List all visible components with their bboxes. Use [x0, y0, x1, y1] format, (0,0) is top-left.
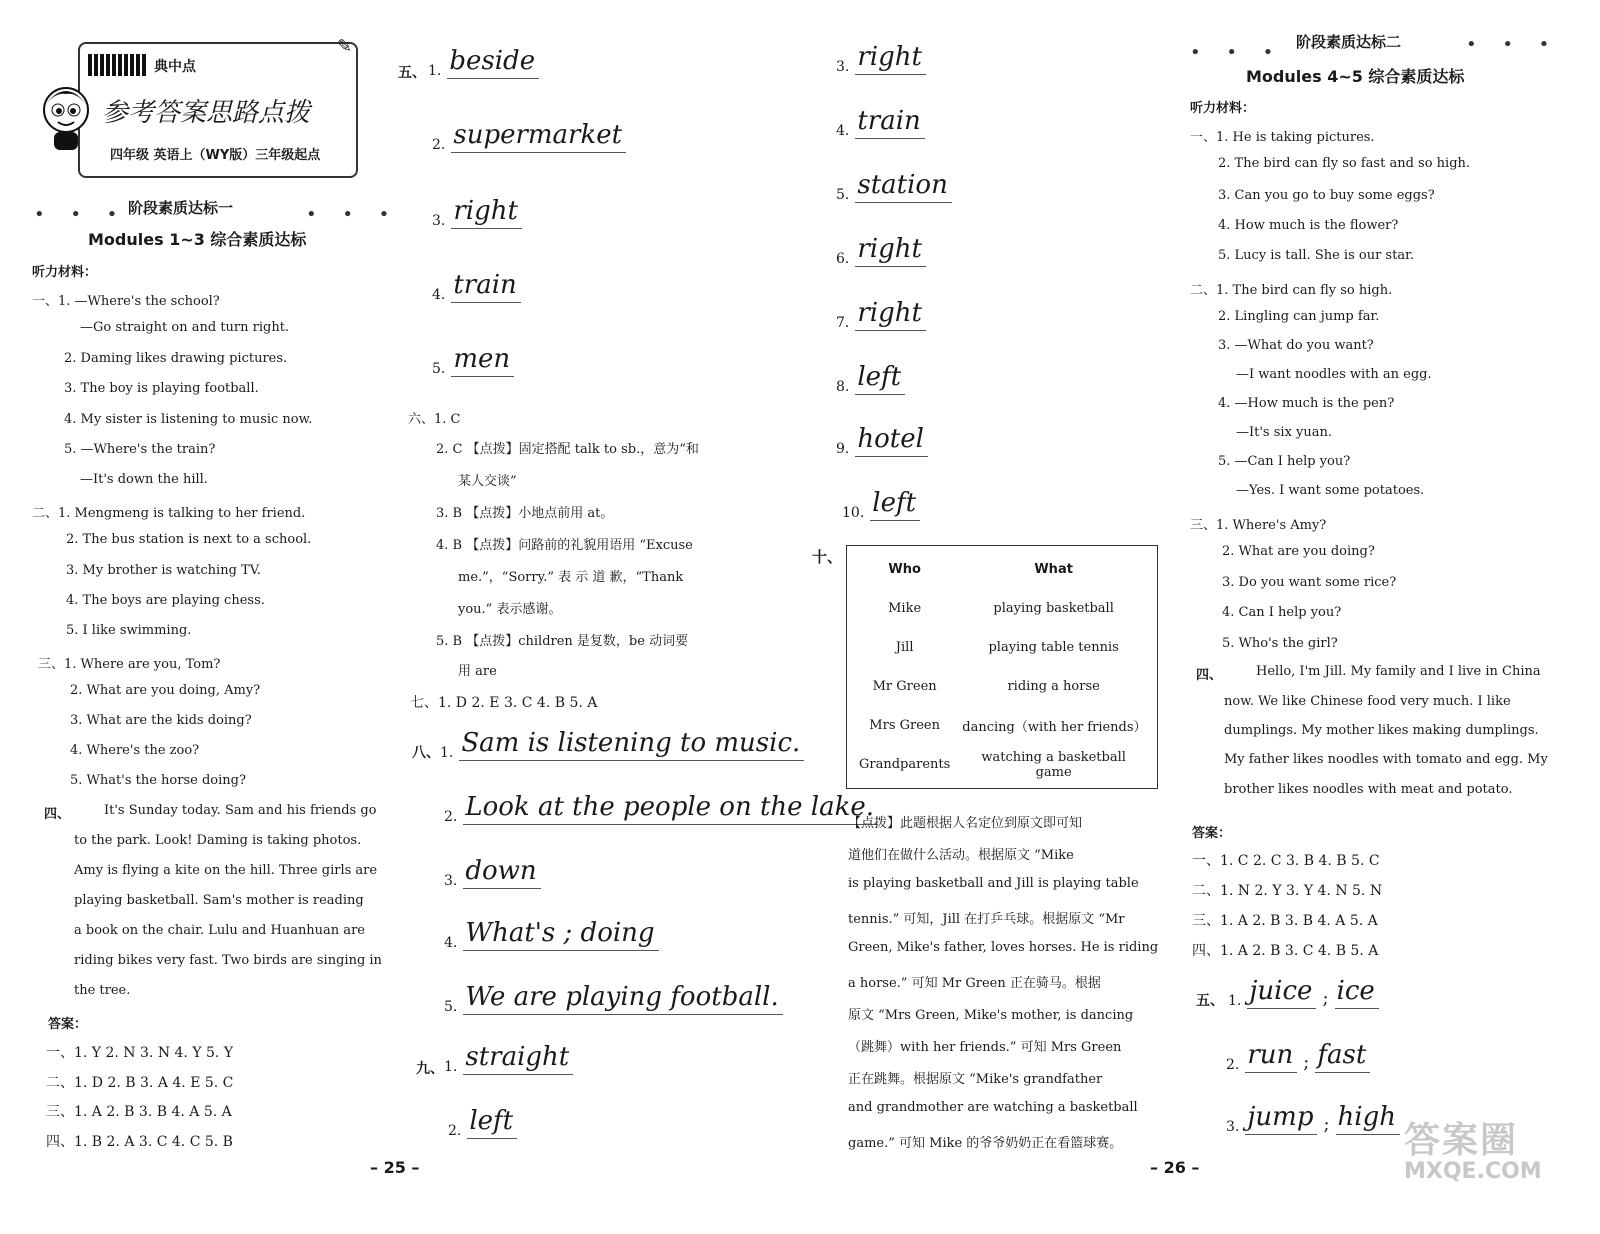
explanation-line: 六、1. C: [408, 412, 461, 427]
answer-row: 四、1. A 2. B 3. C 4. B 5. A: [1192, 943, 1379, 959]
section-five-label: 五、: [398, 65, 426, 81]
note-line: 【点拨】此题根据人名定位到原文即可知: [848, 816, 1083, 831]
answer-pair: [1228, 976, 1379, 1009]
listening-line: 2. What are you doing?: [1222, 544, 1375, 559]
paragraph-line: now. We like Chinese food very much. I like: [1224, 694, 1511, 709]
listening-line: 4. Can I help you?: [1222, 605, 1342, 620]
handwritten-sentence: down: [463, 856, 540, 889]
listening-line: 5. —Can I help you?: [1218, 454, 1351, 469]
item-number: 4.: [432, 287, 446, 303]
handwritten-word: beside: [447, 46, 539, 79]
item-number: 3.: [444, 873, 458, 889]
paragraph-line: dumplings. My mother likes making dumplings.: [1224, 723, 1539, 738]
item-number: 2.: [1226, 1057, 1240, 1073]
section-five-label: 五、: [1196, 993, 1224, 1009]
answer-item: [836, 362, 905, 395]
answer-item: [836, 424, 928, 457]
section-ten-label: 十、: [812, 548, 843, 566]
handwritten-word: right: [855, 298, 926, 331]
grade-info: 四年级 英语上（WY版）三年级起点: [110, 148, 321, 163]
table-cell: Jill: [895, 640, 914, 655]
item-number: 4.: [836, 123, 850, 139]
explanation-line: 5. B 【点拨】children 是复数，be 动词要: [436, 634, 689, 649]
sentence-item: [444, 982, 783, 1015]
paragraph-line: the tree.: [74, 983, 131, 998]
note-line: is playing basketball and Jill is playing table: [848, 876, 1139, 891]
table-cell: playing table tennis: [988, 640, 1119, 655]
watermark-url: MXQE.COM: [1404, 1159, 1542, 1184]
listening-line: 4. —How much is the pen?: [1218, 396, 1395, 411]
item-number: 5.: [432, 361, 446, 377]
answer-item: [836, 298, 926, 331]
paragraph-line: brother likes noodles with meat and potato.: [1224, 782, 1513, 797]
page-number: – 25 –: [370, 1158, 420, 1177]
modules-title: Modules 1~3 综合素质达标: [88, 230, 307, 249]
separator: ;: [1323, 1114, 1330, 1135]
listening-line: —It's six yuan.: [1236, 425, 1333, 440]
table-header-row: [853, 550, 1151, 589]
listening-line: —Yes. I want some potatoes.: [1236, 483, 1425, 498]
item-number: 1.: [428, 63, 442, 79]
table-cell: Mike: [888, 601, 922, 616]
section-eight-label: 八、: [412, 745, 440, 761]
table-row: [853, 628, 1151, 667]
answer-pair: [1226, 1040, 1370, 1073]
listening-line: 一、1. —Where's the school?: [32, 294, 220, 309]
sentence-item: [444, 792, 878, 825]
item-number: 1.: [1228, 993, 1242, 1009]
listening-label: 听力材料：: [32, 265, 98, 280]
decor-dots: • • •: [306, 204, 400, 225]
listening-line: 4. The boys are playing chess.: [66, 593, 265, 608]
listening-line: 二、1. Mengmeng is talking to her friend.: [32, 506, 306, 521]
handwritten-word: run: [1245, 1040, 1297, 1073]
paragraph-line: to the park. Look! Daming is taking photos.: [74, 833, 362, 848]
item-number: 6.: [836, 251, 850, 267]
note-line: game.” 可知 Mike 的爷爷奶奶正在看篮球赛。: [848, 1136, 1123, 1151]
handwritten-word: fast: [1315, 1040, 1370, 1073]
listening-line: —It's down the hill.: [80, 472, 208, 487]
handwritten-sentence: Sam is listening to music.: [459, 728, 804, 761]
table-row: [853, 706, 1151, 745]
table-header-cell: What: [1034, 562, 1073, 577]
item-number: 2.: [448, 1123, 462, 1139]
explanation-line: 某人交谈”: [458, 474, 517, 489]
who-what-table-box: [846, 545, 1158, 789]
listening-line: 2. Lingling can jump far.: [1218, 309, 1380, 324]
item-number: 3.: [432, 213, 446, 229]
listening-line: 3. Do you want some rice?: [1222, 575, 1397, 590]
stage-title: 阶段素质达标一: [128, 199, 234, 217]
note-line: （跳舞）with her friends.” 可知 Mrs Green: [848, 1040, 1122, 1055]
paragraph-line: My father likes noodles with tomato and egg. My: [1224, 752, 1548, 767]
sentence-item: [444, 856, 541, 889]
explanation-line: 3. B 【点拨】小地点前用 at。: [436, 506, 614, 521]
listening-line: 三、1. Where are you, Tom?: [38, 657, 221, 672]
item-number: 1.: [444, 1059, 458, 1075]
listening-line: 三、1. Where's Amy?: [1190, 518, 1327, 533]
handwritten-word: right: [451, 196, 522, 229]
pin-icon: ✎: [336, 36, 352, 57]
answer-item: [432, 344, 514, 377]
para-label: 四、: [1196, 668, 1223, 683]
listening-line: 5. What's the horse doing?: [70, 773, 246, 788]
decor-dots: • • •: [1190, 42, 1284, 63]
handwritten-word: straight: [463, 1042, 573, 1075]
answer-item: [836, 234, 926, 267]
answer-item: [842, 488, 920, 521]
listening-line: 二、1. The bird can fly so high.: [1190, 283, 1393, 298]
paragraph-line: It's Sunday today. Sam and his friends go: [104, 803, 377, 818]
note-line: 道他们在做什么活动。根据原文 “Mike: [848, 848, 1074, 863]
note-line: and grandmother are watching a basketball: [848, 1100, 1138, 1115]
handwritten-word: supermarket: [451, 120, 626, 153]
listening-line: 5. Lucy is tall. She is our star.: [1218, 248, 1414, 263]
handwritten-word: jump: [1245, 1102, 1317, 1135]
sentence-item: [444, 918, 659, 951]
sentence-item: [440, 728, 804, 761]
table-cell: Grandparents: [859, 757, 951, 772]
decor-dots: • • •: [1466, 34, 1560, 55]
item-number: 5.: [444, 999, 458, 1015]
explanation-line: 4. B 【点拨】问路前的礼貌用语用 “Excuse: [436, 538, 693, 553]
table-row: [853, 667, 1151, 706]
table-cell: dancing（with her friends）: [962, 720, 1147, 735]
item-number: 2.: [432, 137, 446, 153]
listening-line: 5. —Where's the train?: [64, 442, 216, 457]
answer-item: [448, 1106, 517, 1139]
item-number: 1.: [440, 745, 454, 761]
listening-line: 2. The bus station is next to a school.: [66, 532, 312, 547]
page-number: – 26 –: [1150, 1158, 1200, 1177]
separator: ;: [1322, 988, 1329, 1009]
paragraph-line: playing basketball. Sam's mother is reading: [74, 893, 364, 908]
answer-item: [432, 196, 522, 229]
handwritten-word: train: [451, 270, 520, 303]
listening-line: 4. Where's the zoo?: [70, 743, 200, 758]
section-seven-answers: 七、1. D 2. E 3. C 4. B 5. A: [410, 695, 598, 711]
handwritten-word: hotel: [855, 424, 928, 457]
answer-row: 一、1. C 2. C 3. B 4. B 5. C: [1192, 853, 1380, 869]
handwritten-word: right: [855, 234, 926, 267]
answer-item: [836, 42, 926, 75]
item-number: 2.: [444, 809, 458, 825]
note-line: 正在跳舞。根据原文 “Mike's grandfather: [848, 1072, 1103, 1087]
table-header-cell: Who: [888, 562, 921, 577]
table-row: [853, 745, 1151, 784]
answer-pair: [1226, 1102, 1400, 1135]
answer-item: [836, 170, 952, 203]
answers-label: 答案：: [48, 1017, 88, 1032]
mascot-logo: [36, 84, 96, 154]
handwritten-sentence: Look at the people on the lake.: [463, 792, 878, 825]
answer-item: [444, 1042, 573, 1075]
listening-label: 听力材料：: [1190, 101, 1256, 116]
listening-line: —Go straight on and turn right.: [80, 320, 290, 335]
answer-item: [836, 106, 925, 139]
handwritten-word: right: [855, 42, 926, 75]
table-cell: riding a horse: [1007, 679, 1100, 694]
answer-row: 二、1. N 2. Y 3. Y 4. N 5. N: [1192, 883, 1383, 899]
paragraph-line: Amy is flying a kite on the hill. Three girls are: [74, 863, 378, 878]
handwritten-sentence: What's ; doing: [463, 918, 658, 951]
table-cell: watching a basketball game: [981, 749, 1126, 780]
answer-row: 四、1. B 2. A 3. C 4. C 5. B: [46, 1134, 233, 1150]
listening-line: —I want noodles with an egg.: [1236, 367, 1432, 382]
listening-line: 4. How much is the flower?: [1218, 218, 1399, 233]
explanation-line: you.” 表示感谢。: [458, 602, 562, 617]
answer-item: [432, 270, 521, 303]
modules-title: Modules 4~5 综合素质达标: [1246, 67, 1465, 86]
listening-line: 4. My sister is listening to music now.: [64, 412, 313, 427]
item-number: 10.: [842, 505, 865, 521]
handwritten-word: ice: [1335, 976, 1379, 1009]
explanation-line: me.”，“Sorry.” 表 示 道 歉，“Thank: [458, 570, 684, 585]
paragraph-line: Hello, I'm Jill. My family and I live in China: [1256, 664, 1541, 679]
table-cell: Mrs Green: [869, 718, 940, 733]
listening-line: 3. The boy is playing football.: [64, 381, 259, 396]
paragraph-line: riding bikes very fast. Two birds are singing in: [74, 953, 382, 968]
item-number: 3.: [1226, 1119, 1240, 1135]
listening-line: 一、1. He is taking pictures.: [1190, 130, 1375, 145]
stage-title: 阶段素质达标二: [1296, 33, 1402, 51]
listening-line: 3. My brother is watching TV.: [66, 563, 261, 578]
listening-line: 3. Can you go to buy some eggs?: [1218, 188, 1435, 203]
item-number: 8.: [836, 379, 850, 395]
explanation-line: 用 are: [458, 664, 497, 679]
decor-dots: • • •: [34, 204, 128, 225]
handwritten-word: left: [870, 488, 920, 521]
answer-row: 三、1. A 2. B 3. B 4. A 5. A: [46, 1104, 232, 1120]
item-number: 4.: [444, 935, 458, 951]
handwritten-word: juice: [1247, 976, 1316, 1009]
handwritten-word: men: [451, 344, 514, 377]
table-cell: Mr Green: [872, 679, 937, 694]
watermark-text: 答案圈: [1404, 1120, 1519, 1161]
handwritten-word: train: [855, 106, 924, 139]
note-line: Green, Mike's father, loves horses. He is riding: [848, 940, 1159, 955]
item-number: 9.: [836, 441, 850, 457]
brand-header-box: [78, 36, 358, 178]
listening-line: 3. What are the kids doing?: [70, 713, 252, 728]
separator: ;: [1303, 1052, 1310, 1073]
answers-label: 答案：: [1192, 826, 1232, 841]
para-label: 四、: [44, 807, 71, 822]
paragraph-line: a book on the chair. Lulu and Huanhuan are: [74, 923, 365, 938]
listening-line: 5. Who's the girl?: [1222, 636, 1338, 651]
answer-item: [428, 46, 539, 79]
answer-row: 二、1. D 2. B 3. A 4. E 5. C: [46, 1075, 234, 1091]
who-what-table: [853, 550, 1151, 784]
item-number: 5.: [836, 187, 850, 203]
handwritten-word: left: [467, 1106, 517, 1139]
answer-row: 三、1. A 2. B 3. B 4. A 5. A: [1192, 913, 1378, 929]
section-nine-label: 九、: [416, 1061, 444, 1077]
note-line: a horse.” 可知 Mr Green 正在骑马。根据: [848, 976, 1101, 991]
listening-line: 2. What are you doing, Amy?: [70, 683, 261, 698]
listening-line: 2. The bird can fly so fast and so high.: [1218, 156, 1471, 171]
brand-title: 参考答案思路点拨: [102, 98, 311, 128]
table-cell: playing basketball: [993, 601, 1114, 616]
handwritten-word: station: [855, 170, 951, 203]
listening-line: 5. I like swimming.: [66, 623, 192, 638]
brand-small-label: 典中点: [154, 59, 196, 75]
handwritten-word: left: [855, 362, 905, 395]
watermark-logo: [1404, 1112, 1564, 1182]
handwritten-sentence: We are playing football.: [463, 982, 782, 1015]
answer-item: [432, 120, 626, 153]
listening-line: 2. Daming likes drawing pictures.: [64, 351, 288, 366]
handwritten-word: high: [1336, 1102, 1400, 1135]
listening-line: 3. —What do you want?: [1218, 338, 1374, 353]
item-number: 7.: [836, 315, 850, 331]
explanation-line: 2. C 【点拨】固定搭配 talk to sb.，意为“和: [436, 442, 699, 457]
item-number: 3.: [836, 59, 850, 75]
brand-logo-mark: [88, 54, 148, 76]
answer-row: 一、1. Y 2. N 3. N 4. Y 5. Y: [46, 1045, 234, 1061]
table-row: [853, 589, 1151, 628]
note-line: tennis.” 可知，Jill 在打乒乓球。根据原文 “Mr: [848, 912, 1125, 927]
note-line: 原文 “Mrs Green, Mike's mother, is dancing: [848, 1008, 1134, 1023]
